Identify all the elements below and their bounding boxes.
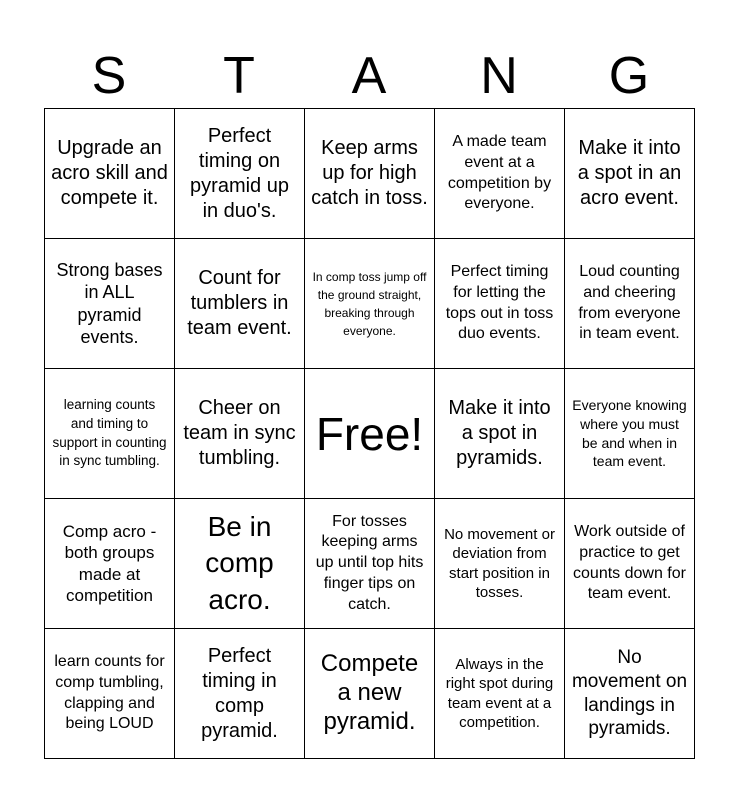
bingo-cell[interactable]: A made team event at a competition by everyone. bbox=[435, 109, 565, 239]
grid-row bbox=[45, 369, 695, 499]
bingo-cell[interactable]: In comp toss jump off the ground straight, breaking through everyone. bbox=[305, 239, 435, 369]
bingo-cell[interactable]: No movement on landings in pyramids. bbox=[565, 629, 695, 759]
grid-row bbox=[45, 629, 695, 759]
header-letter-n: N bbox=[480, 47, 518, 105]
bingo-cell[interactable]: Compete a new pyramid. bbox=[305, 629, 435, 759]
grid-row bbox=[45, 239, 695, 369]
bingo-cell[interactable]: learning counts and timing to support in counting in sync tumbling. bbox=[45, 369, 175, 499]
bingo-cell[interactable]: Make it into a spot in pyramids. bbox=[435, 369, 565, 499]
bingo-cell[interactable]: Be in comp acro. bbox=[175, 499, 305, 629]
bingo-card-grid bbox=[44, 108, 695, 759]
bingo-cell[interactable]: Comp acro - both groups made at competition bbox=[45, 499, 175, 629]
bingo-cell[interactable]: Perfect timing in comp pyramid. bbox=[175, 629, 305, 759]
bingo-cell[interactable]: For tosses keeping arms up until top hits finger tips on catch. bbox=[305, 499, 435, 629]
bingo-cell[interactable]: Perfect timing for letting the tops out in toss duo events. bbox=[435, 239, 565, 369]
free-space-cell[interactable]: Free! bbox=[305, 369, 435, 499]
bingo-cell[interactable]: Count for tumblers in team event. bbox=[175, 239, 305, 369]
bingo-cell[interactable]: Loud counting and cheering from everyone in team event. bbox=[565, 239, 695, 369]
bingo-cell[interactable]: Everyone knowing where you must be and when in team event. bbox=[565, 369, 695, 499]
header-letter-a: A bbox=[351, 47, 387, 105]
bingo-cell[interactable]: No movement or deviation from start position in tosses. bbox=[435, 499, 565, 629]
bingo-cell[interactable]: Work outside of practice to get counts down for team event. bbox=[565, 499, 695, 629]
header-letter-g: G bbox=[608, 47, 650, 105]
bingo-cell[interactable]: learn counts for comp tumbling, clapping and being LOUD bbox=[45, 629, 175, 759]
grid-row bbox=[45, 109, 695, 239]
bingo-cell[interactable]: Cheer on team in sync tumbling. bbox=[175, 369, 305, 499]
bingo-cell[interactable]: Make it into a spot in an acro event. bbox=[565, 109, 695, 239]
bingo-header bbox=[44, 44, 694, 108]
bingo-cell[interactable]: Strong bases in ALL pyramid events. bbox=[45, 239, 175, 369]
bingo-cell[interactable]: Keep arms up for high catch in toss. bbox=[305, 109, 435, 239]
bingo-cell[interactable]: Always in the right spot during team event at a competition. bbox=[435, 629, 565, 759]
grid-row bbox=[45, 499, 695, 629]
bingo-cell[interactable]: Perfect timing on pyramid up in duo's. bbox=[175, 109, 305, 239]
header-letter-s: S bbox=[91, 47, 127, 105]
header-letter-t: T bbox=[223, 47, 255, 105]
bingo-cell[interactable]: Upgrade an acro skill and compete it. bbox=[45, 109, 175, 239]
